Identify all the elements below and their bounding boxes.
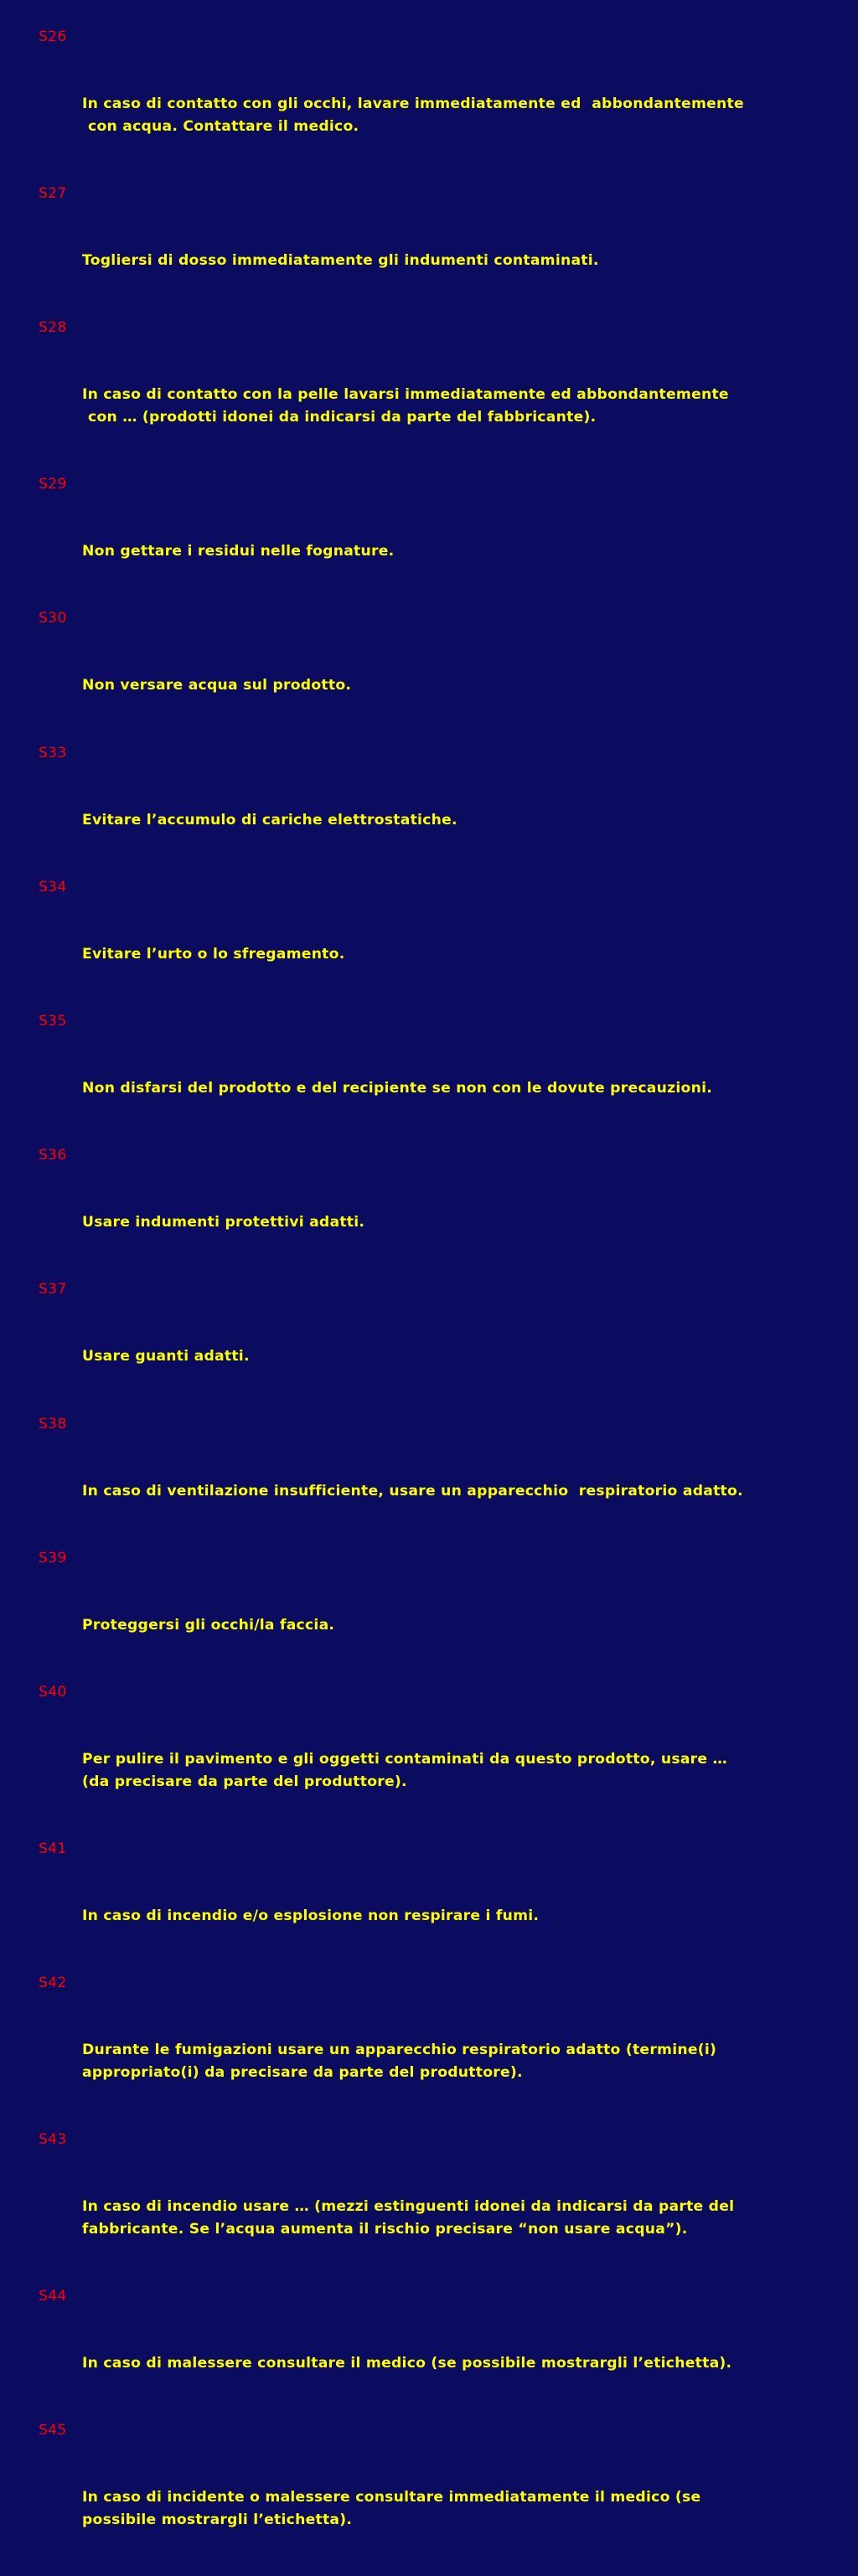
phrase-text (82, 1905, 843, 1928)
phrase-text (82, 540, 843, 563)
phrase-text-line: In caso di contatto con gli occhi, lavare immediatamente ed abbondantemente (82, 96, 744, 113)
phrase-text (82, 2352, 843, 2375)
phrase-text (82, 1345, 843, 1368)
phrase-text (82, 1077, 843, 1100)
phrase-code: S37 (39, 1281, 67, 1298)
phrase-text-line: In caso di contatto con la pelle lavarsi immediatamente ed abbondantemente (82, 386, 729, 404)
phrase-text-line: fabbricante. Se l’acqua aumenta il rischio precisare “non usare acqua”). (82, 2220, 688, 2238)
safety-phrase (39, 1547, 843, 1681)
safety-phrase (39, 473, 843, 607)
safety-phrase (39, 2419, 843, 2576)
phrase-text-line: Usare guanti adatti. (82, 1348, 250, 1365)
phrase-text-line: Per pulire il pavimento e gli oggetti contaminati da questo prodotto, usare … (82, 1751, 727, 1768)
phrase-text (82, 674, 843, 697)
safety-phrase (39, 742, 843, 876)
phrase-code: S40 (39, 1684, 67, 1701)
phrase-text-line: In caso di malessere consultare il medico (se possibile mostrargli l’etichetta). (82, 2355, 732, 2372)
phrase-code: S39 (39, 1549, 67, 1567)
safety-phrase (39, 1413, 843, 1547)
safety-phrase (39, 1681, 843, 1838)
phrase-text-line: Non versare acqua sul prodotto. (82, 677, 352, 694)
phrase-text (82, 2486, 843, 2531)
safety-phrase (39, 1972, 843, 2129)
phrase-text (82, 1480, 843, 1503)
phrase-code: S29 (39, 476, 67, 493)
phrase-code: S33 (39, 744, 67, 761)
phrase-text (82, 250, 843, 272)
phrase-text-line: Usare indumenti protettivi adatti. (82, 1214, 365, 1231)
phrase-text-line: In caso di incidente o malessere consultare immediatamente il medico (se (82, 2489, 701, 2506)
safety-phrase (39, 317, 843, 473)
phrase-text-line: Togliersi di dosso immediatamente gli indumenti contaminati. (82, 252, 599, 270)
phrase-text-line: Evitare l’accumulo di cariche elettrostatiche. (82, 811, 457, 829)
phrase-code: S45 (39, 2422, 67, 2439)
phrase-text-line: Durante le fumigazioni usare un apparecchio respiratorio adatto (termine(i) (82, 2042, 717, 2059)
phrase-text-line: Non gettare i residui nelle fognature. (82, 543, 395, 560)
phrase-text (82, 1211, 843, 1234)
phrase-text (82, 1614, 843, 1637)
phrase-text (82, 93, 843, 137)
phrase-code: S28 (39, 319, 67, 337)
safety-phrase (39, 1010, 843, 1144)
safety-phrase (39, 607, 843, 741)
safety-phrase (39, 1144, 843, 1278)
phrase-text-line: In caso di incendio usare … (mezzi estinguenti idonei da indicarsi da parte del (82, 2198, 735, 2216)
safety-phrase (39, 1278, 843, 1412)
phrase-text-line: possibile mostrargli l’etichetta). (82, 2511, 353, 2529)
safety-phrase (39, 2129, 843, 2285)
phrase-code: S36 (39, 1147, 67, 1164)
phrase-text (82, 2039, 843, 2083)
phrase-text-line: Non disfarsi del prodotto e del recipiente se non con le dovute precauzioni. (82, 1080, 712, 1097)
phrase-text-line: In caso di ventilazione insufficiente, usare un apparecchio respiratorio adatto. (82, 1482, 743, 1500)
phrase-code: S38 (39, 1415, 67, 1433)
phrase-code: S27 (39, 184, 67, 202)
safety-phrase (39, 2285, 843, 2419)
phrase-text-line: appropriato(i) da precisare da parte del produttore). (82, 2063, 523, 2081)
phrase-text (82, 384, 843, 428)
safety-phrase (39, 1838, 843, 1972)
phrase-code: S26 (39, 28, 67, 45)
phrase-code: S41 (39, 1840, 67, 1857)
phrase-text-line: Proteggersi gli occhi/la faccia. (82, 1616, 335, 1634)
phrase-code: S44 (39, 2288, 67, 2305)
safety-phrase (39, 26, 843, 183)
safety-phrase (39, 183, 843, 317)
phrase-code: S43 (39, 2131, 67, 2149)
phrase-text-line: con acqua. Contattare il medico. (88, 117, 359, 135)
phrase-text (82, 2196, 843, 2240)
safety-phrase (39, 876, 843, 1010)
phrase-code: S34 (39, 878, 67, 896)
safety-phrase-list (39, 26, 843, 2576)
phrase-code: S42 (39, 1975, 67, 1992)
phrase-code: S35 (39, 1012, 67, 1030)
phrase-code: S30 (39, 610, 67, 627)
phrase-text-line: In caso di incendio e/o esplosione non respirare i fumi. (82, 1907, 540, 1925)
phrase-text-line: con … (prodotti idonei da indicarsi da parte del fabbricante). (88, 408, 597, 426)
phrase-text-line: Evitare l’urto o lo sfregamento. (82, 945, 345, 963)
phrase-text (82, 943, 843, 966)
phrase-text (82, 1748, 843, 1793)
phrase-text-line: (da precisare da parte del produttore). (82, 1773, 407, 1790)
phrase-text (82, 809, 843, 832)
